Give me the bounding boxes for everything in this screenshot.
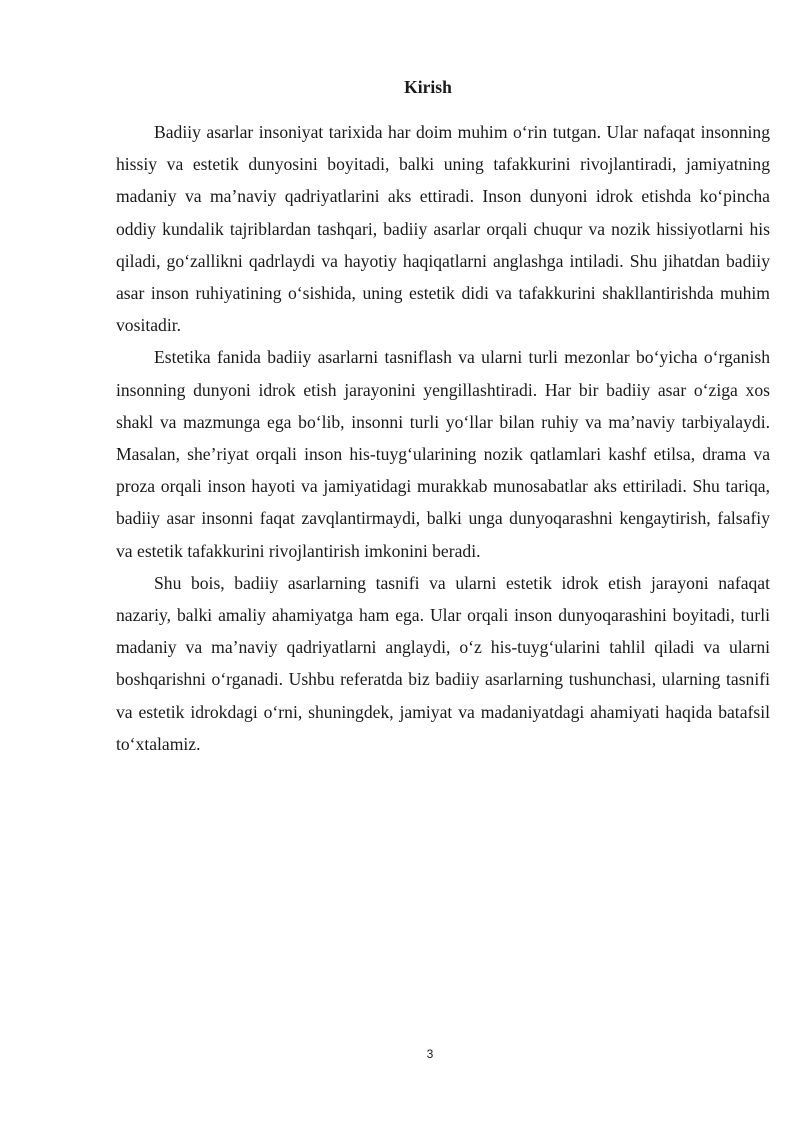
paragraph-3: Shu bois, badiiy asarlarning tasnifi va ularni estetik idrok etish jarayoni nafaqat nazariy, balki amaliy ahamiyatga ham ega. Ular orqali inson dunyoqarashini boyitadi, turli madaniy va maʼnaviy qadriyatlarni anglaydi, oʻz his-tuygʻularini tahlil qiladi va ularni boshqarishni oʻrganadi. Ushbu referatda biz badiiy asarlarning tushunchasi, ularning tasnifi va estetik idrokdagi oʻrni, shuningdek, jamiyat va madaniyatdagi ahamiyati haqida batafsil toʻxtalamiz. [116, 572, 770, 754]
paragraph-2: Estetika fanida badiiy asarlarni tasniflash va ularni turli mezonlar boʻyicha oʻrganish insonning dunyoni idrok etish jarayonini yengillashtiradi. Har bir badiiy asar oʻziga xos shakl va mazmunga ega boʻlib, insonni turli yoʻllar bilan ruhiy va maʼnaviy tarbiyalaydi. Masalan, sheʼriyat orqali inson his-tuygʻularining nozik qatlamlari kashf etilsa, drama va proza orqali inson hayoti va jamiyatidagi murakkab munosabatlar aks ettiriladi. Shu tariqa, badiiy asar insonni faqat zavqlantirmaydi, balki unga dunyoqarashni kengaytirish, falsafiy va estetik tafakkurini rivojlantirish imkonini beradi. [116, 347, 770, 561]
body-text [116, 116, 770, 760]
page-title: Kirish [404, 77, 452, 97]
paragraph-1: Badiiy asarlar insoniyat tarixida har doim muhim oʻrin tutgan. Ular nafaqat insonning hissiy va estetik dunyosini boyitadi, balki uning tafakkurini rivojlantiradi, jamiyatning madaniy va maʼnaviy qadriyatlarini aks ettiradi. Inson dunyoni idrok etishda koʻpincha oddiy kundalik tajriblardan tashqari, badiiy asarlar orqali chuqur va nozik hissiyotlarni his qiladi, goʻzallikni qadrlaydi va hayotiy haqiqatlarni anglashga intiladi. Shu jihatdan badiiy asar inson ruhiyatining oʻsishida, uning estetik didi va tafakkurini shakllantirishda muhim vositadir. [116, 122, 770, 336]
page-number: 3 [426, 1047, 434, 1061]
